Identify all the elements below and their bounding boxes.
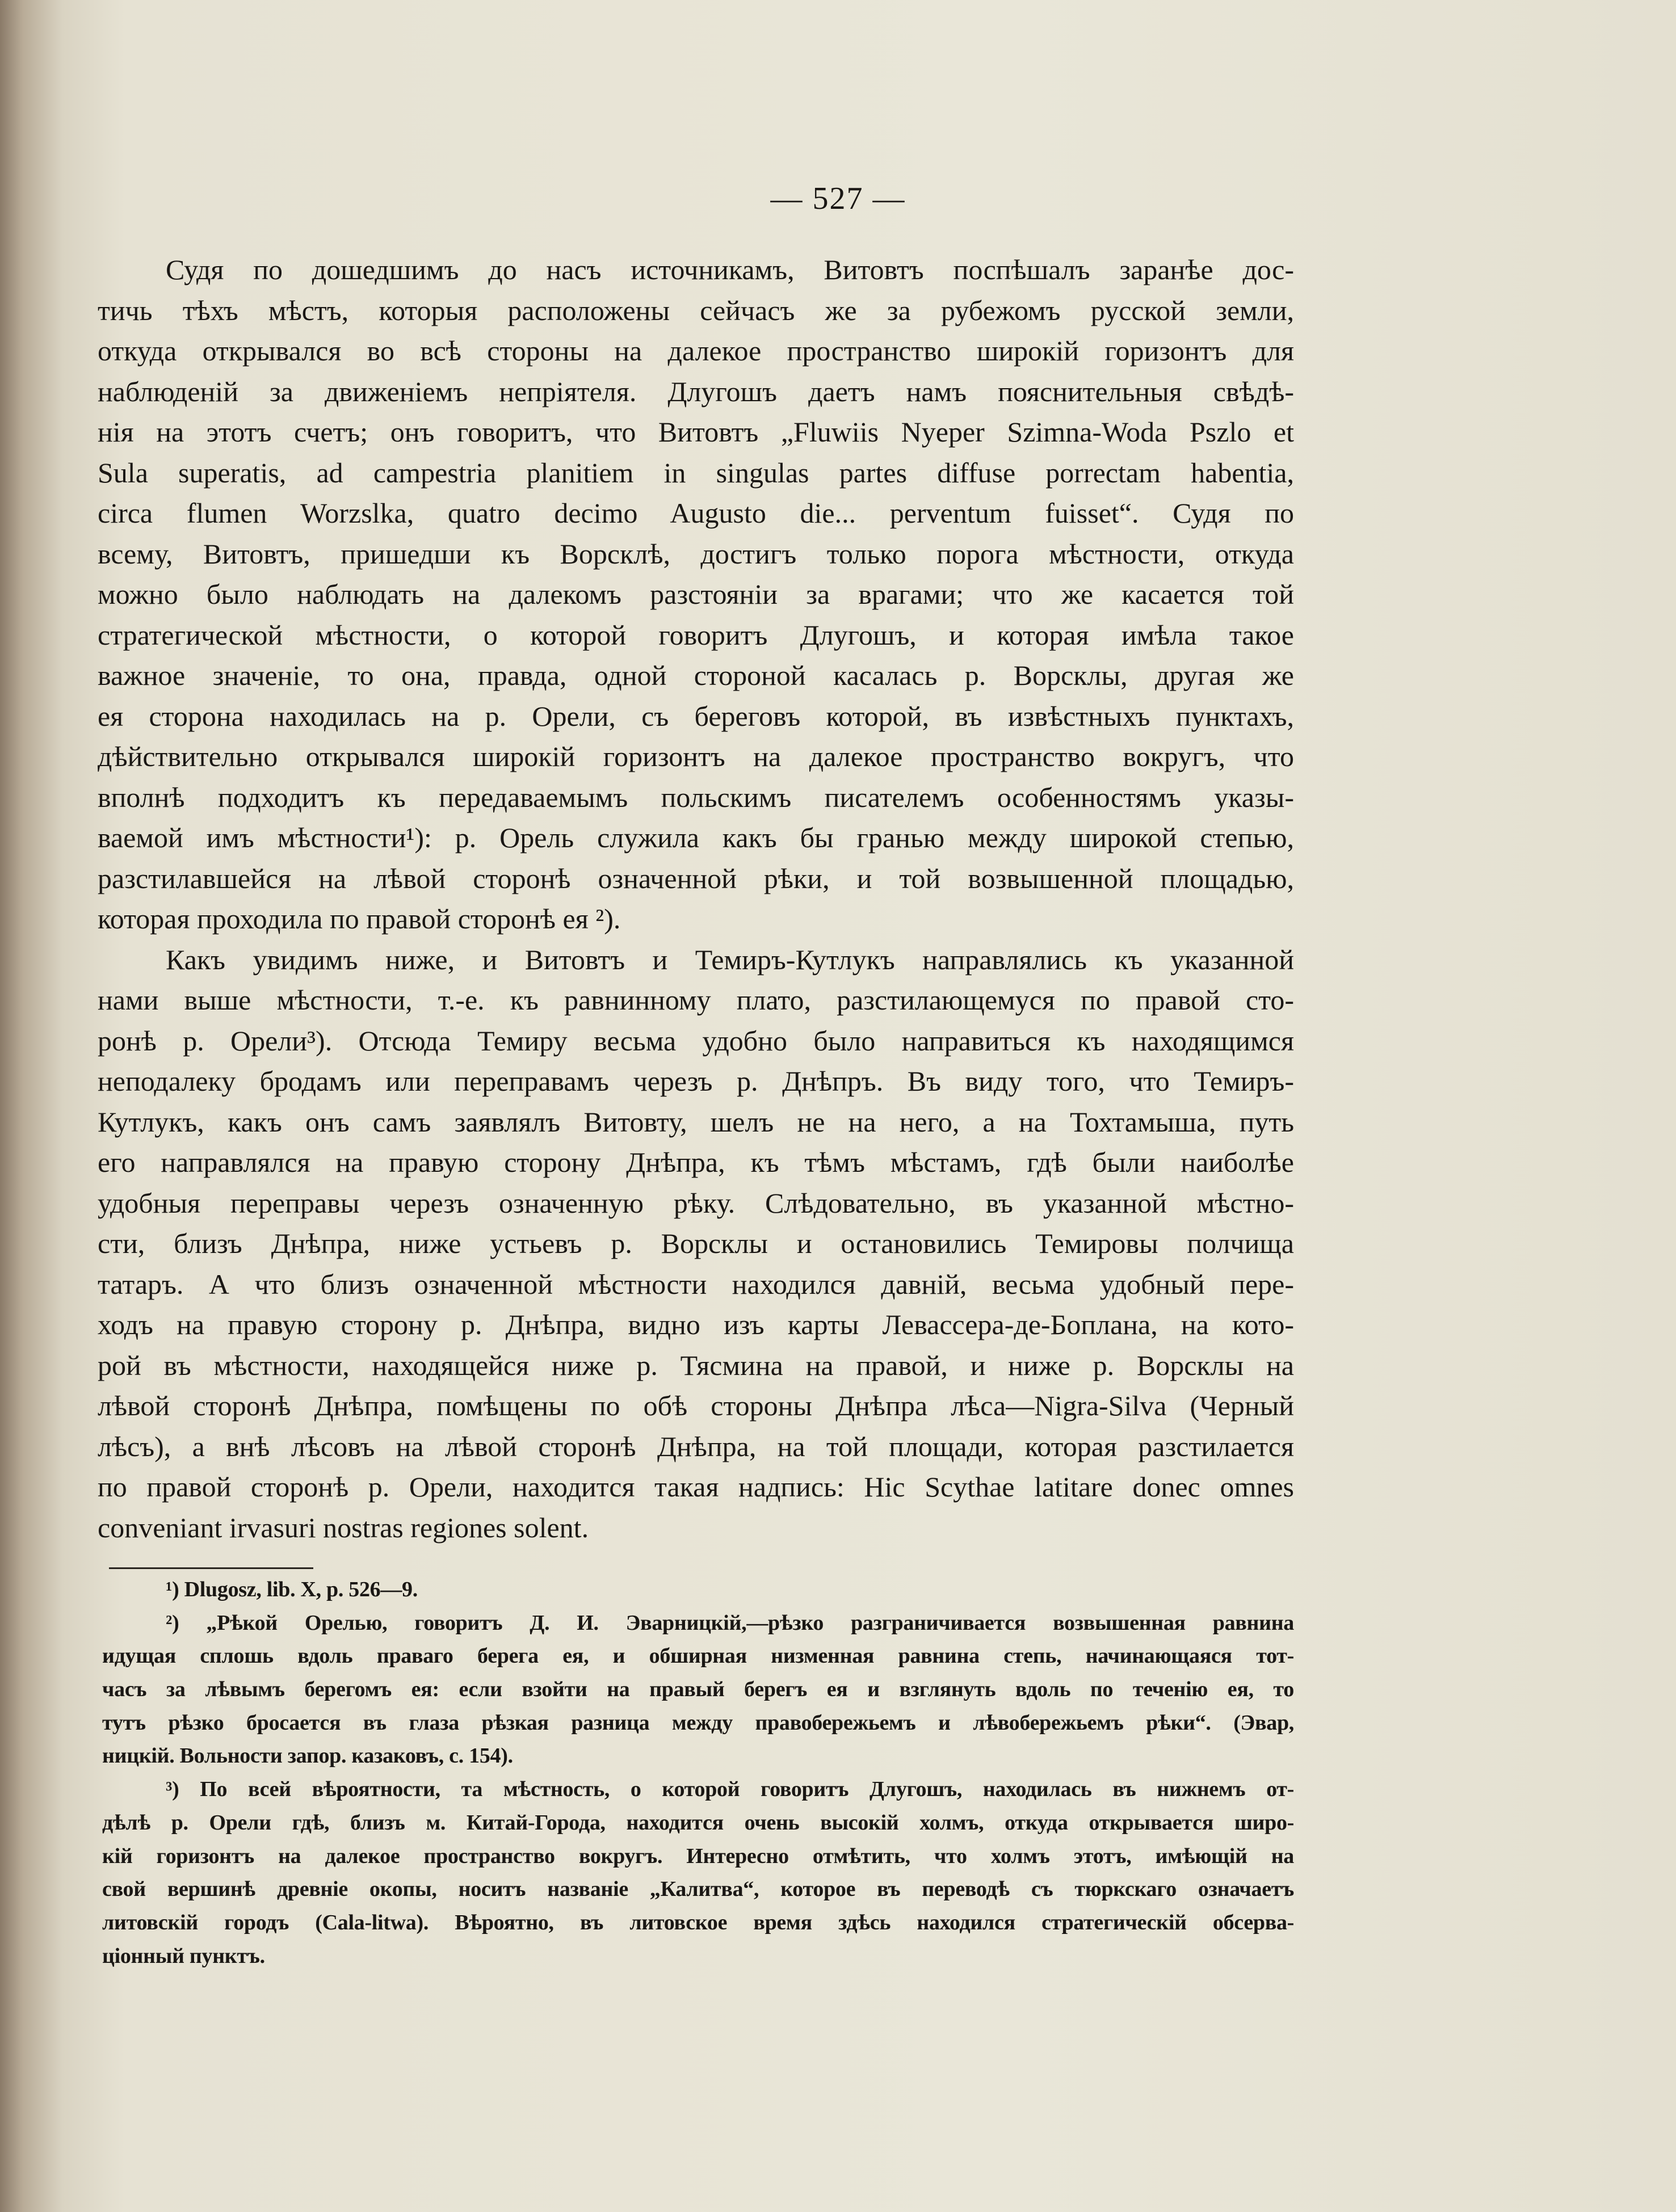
text-line: всему, Витовтъ, пришедши къ Ворсклѣ, достигъ только порога мѣстности, откуда (98, 537, 1294, 570)
text-line: Кутлукъ, какъ онъ самъ заявлялъ Витовту, шелъ не на него, а на Тохтамыша, путь (98, 1105, 1294, 1138)
footnote-separator (109, 1567, 313, 1569)
text-line: вполнѣ подходитъ къ передаваемымъ польскимъ писателемъ особенностямъ указы- (98, 781, 1294, 813)
text-line: неподалеку бродамъ или переправамъ черезъ р. Днѣпръ. Въ виду того, что Темиръ- (98, 1065, 1294, 1097)
footnote-line: кій горизонтъ на далекое пространство вокругъ. Интересно отмѣтить, что холмъ этотъ, имѣющій на (102, 1844, 1294, 1868)
text-line: нія на этотъ счетъ; онъ говоритъ, что Витовтъ „Fluwiis Nyeper Szimna-Woda Pszlo et (98, 416, 1294, 448)
text-line: важное значеніе, то она, правда, одной стороной касалась р. Ворсклы, другая же (98, 659, 1294, 691)
footnotes (102, 1573, 1294, 1973)
text-line: Судя по дошедшимъ до насъ источникамъ, Витовтъ поспѣшалъ заранѣе дос- (166, 254, 1294, 285)
text-line: лѣсъ), а внѣ лѣсовъ на лѣвой сторонѣ Днѣпра, на той площади, которая разстилается (98, 1430, 1294, 1462)
text-line: которая проходила по правой сторонѣ ея ²). (98, 903, 621, 935)
footnote-line: ¹) Dlugosz, lib. X, p. 526—9. (166, 1578, 418, 1601)
text-line: ваемой имъ мѣстности¹): р. Орель служила какъ бы гранью между широкой степью, (98, 822, 1294, 853)
footnote (102, 1773, 1294, 1973)
text-line: ронѣ р. Орели³). Отсюда Темиру весьма удобно было направиться къ находящимся (98, 1024, 1294, 1057)
text-line: conveniant irvasuri nostras regiones solent. (98, 1511, 589, 1544)
text-line: circa flumen Worzslka, quatro decimo Augusto die... perventum fuisset“. Судя по (98, 497, 1294, 529)
footnote-line: дѣлѣ р. Орели гдѣ, близъ м. Китай-Города, находится очень высокій холмъ, откуда открывается широ- (102, 1810, 1294, 1835)
footnote (102, 1573, 1294, 1607)
text-line: разстилавшейся на лѣвой сторонѣ означенной рѣки, и той возвышенной площадью, (98, 862, 1294, 894)
text-line: рой въ мѣстности, находящейся ниже р. Тясмина на правой, и ниже р. Ворсклы на (98, 1349, 1294, 1381)
footnote-line: ²) „Рѣкой Орелью, говоритъ Д. И. Эварницкій,—рѣзко разграничивается возвышенная равнина (166, 1610, 1294, 1635)
text-line: нами выше мѣстности, т.-е. къ равнинному плато, разстилающемуся по правой сто- (98, 984, 1294, 1016)
main-text (98, 250, 1294, 1548)
text-line: ея сторона находилась на р. Орели, съ береговъ которой, въ извѣстныхъ пунктахъ, (98, 700, 1294, 732)
text-line: татаръ. А что близъ означенной мѣстности находился давній, весьма удобный пере- (98, 1268, 1294, 1300)
text-line: можно было наблюдать на далекомъ разстояніи за врагами; что же касается той (98, 578, 1294, 610)
text-line: сти, близъ Днѣпра, ниже устьевъ р. Ворсклы и остановились Темировы полчища (98, 1227, 1294, 1259)
footnote-line: ціонный пунктъ. (102, 1944, 265, 1968)
text-line: удобныя переправы черезъ означенную рѣку. Слѣдовательно, въ указанной мѣстно- (98, 1187, 1294, 1219)
text-line: тичь тѣхъ мѣстъ, которыя расположены сейчасъ же за рубежомъ русской земли, (98, 294, 1294, 326)
text-line: ходъ на правую сторону р. Днѣпра, видно изъ карты Левассера-де-Боплана, на кото- (98, 1309, 1294, 1340)
text-line: дѣйствительно открывался широкій горизонтъ на далекое пространство вокругъ, что (98, 741, 1294, 772)
footnote-line: тутъ рѣзко бросается въ глаза рѣзкая разница между правобережьемъ и лѣвобережьемъ рѣки“. (Эвар, (102, 1710, 1294, 1735)
footnote-line: свой вершинѣ древніе окопы, носитъ названіе „Калитва“, которое въ переводѣ съ тюркскаго означаетъ (102, 1877, 1294, 1902)
text-line: лѣвой сторонѣ Днѣпра, помѣщены по обѣ стороны Днѣпра лѣса—Nigra-Silva (Черный (98, 1390, 1294, 1422)
text-line: откуда открывался во всѣ стороны на далекое пространство широкій горизонтъ для (98, 335, 1294, 367)
paragraph (98, 940, 1294, 1549)
text-line: Sula superatis, ad campestria planitiem in singulas partes diffuse porrectam habentia, (98, 456, 1294, 489)
text-line: стратегической мѣстности, о которой говоритъ Длугошъ, и которая имѣла такое (98, 619, 1294, 651)
text-line: по правой сторонѣ р. Орели, находится такая надпись: Hic Scythae latitare donec omnes (98, 1471, 1294, 1503)
page-number: — 527 — (770, 181, 906, 216)
text-line: наблюденій за движеніемъ непріятеля. Длугошъ даетъ намъ пояснительныя свѣдѣ- (98, 375, 1294, 407)
text-line: его направлялся на правую сторону Днѣпра, къ тѣмъ мѣстамъ, гдѣ были наиболѣе (98, 1146, 1294, 1178)
footnote-line: ницкій. Вольности запор. казаковъ, с. 154). (102, 1744, 513, 1768)
footnote (102, 1607, 1294, 1773)
footnote-line: идущая сплошь вдоль праваго берега ея, и обширная низменная равнина степь, начинающаяся тот- (102, 1644, 1294, 1668)
text-line: Какъ увидимъ ниже, и Витовтъ и Темиръ-Кутлукъ направлялись къ указанной (166, 943, 1294, 975)
footnote-line: ³) По всей вѣроятности, та мѣстность, о которой говоритъ Длугошъ, находилась въ нижнемъ от- (166, 1777, 1294, 1802)
footnote-line: часъ за лѣвымъ берегомъ ея: если взойти на правый берегъ ея и взглянуть вдоль по теченію ея, то (102, 1677, 1294, 1702)
footnote-line: литовскій городъ (Cala-litwa). Вѣроятно, въ литовское время здѣсь находился стратегическій обсерва- (102, 1910, 1294, 1935)
paragraph (98, 250, 1294, 940)
